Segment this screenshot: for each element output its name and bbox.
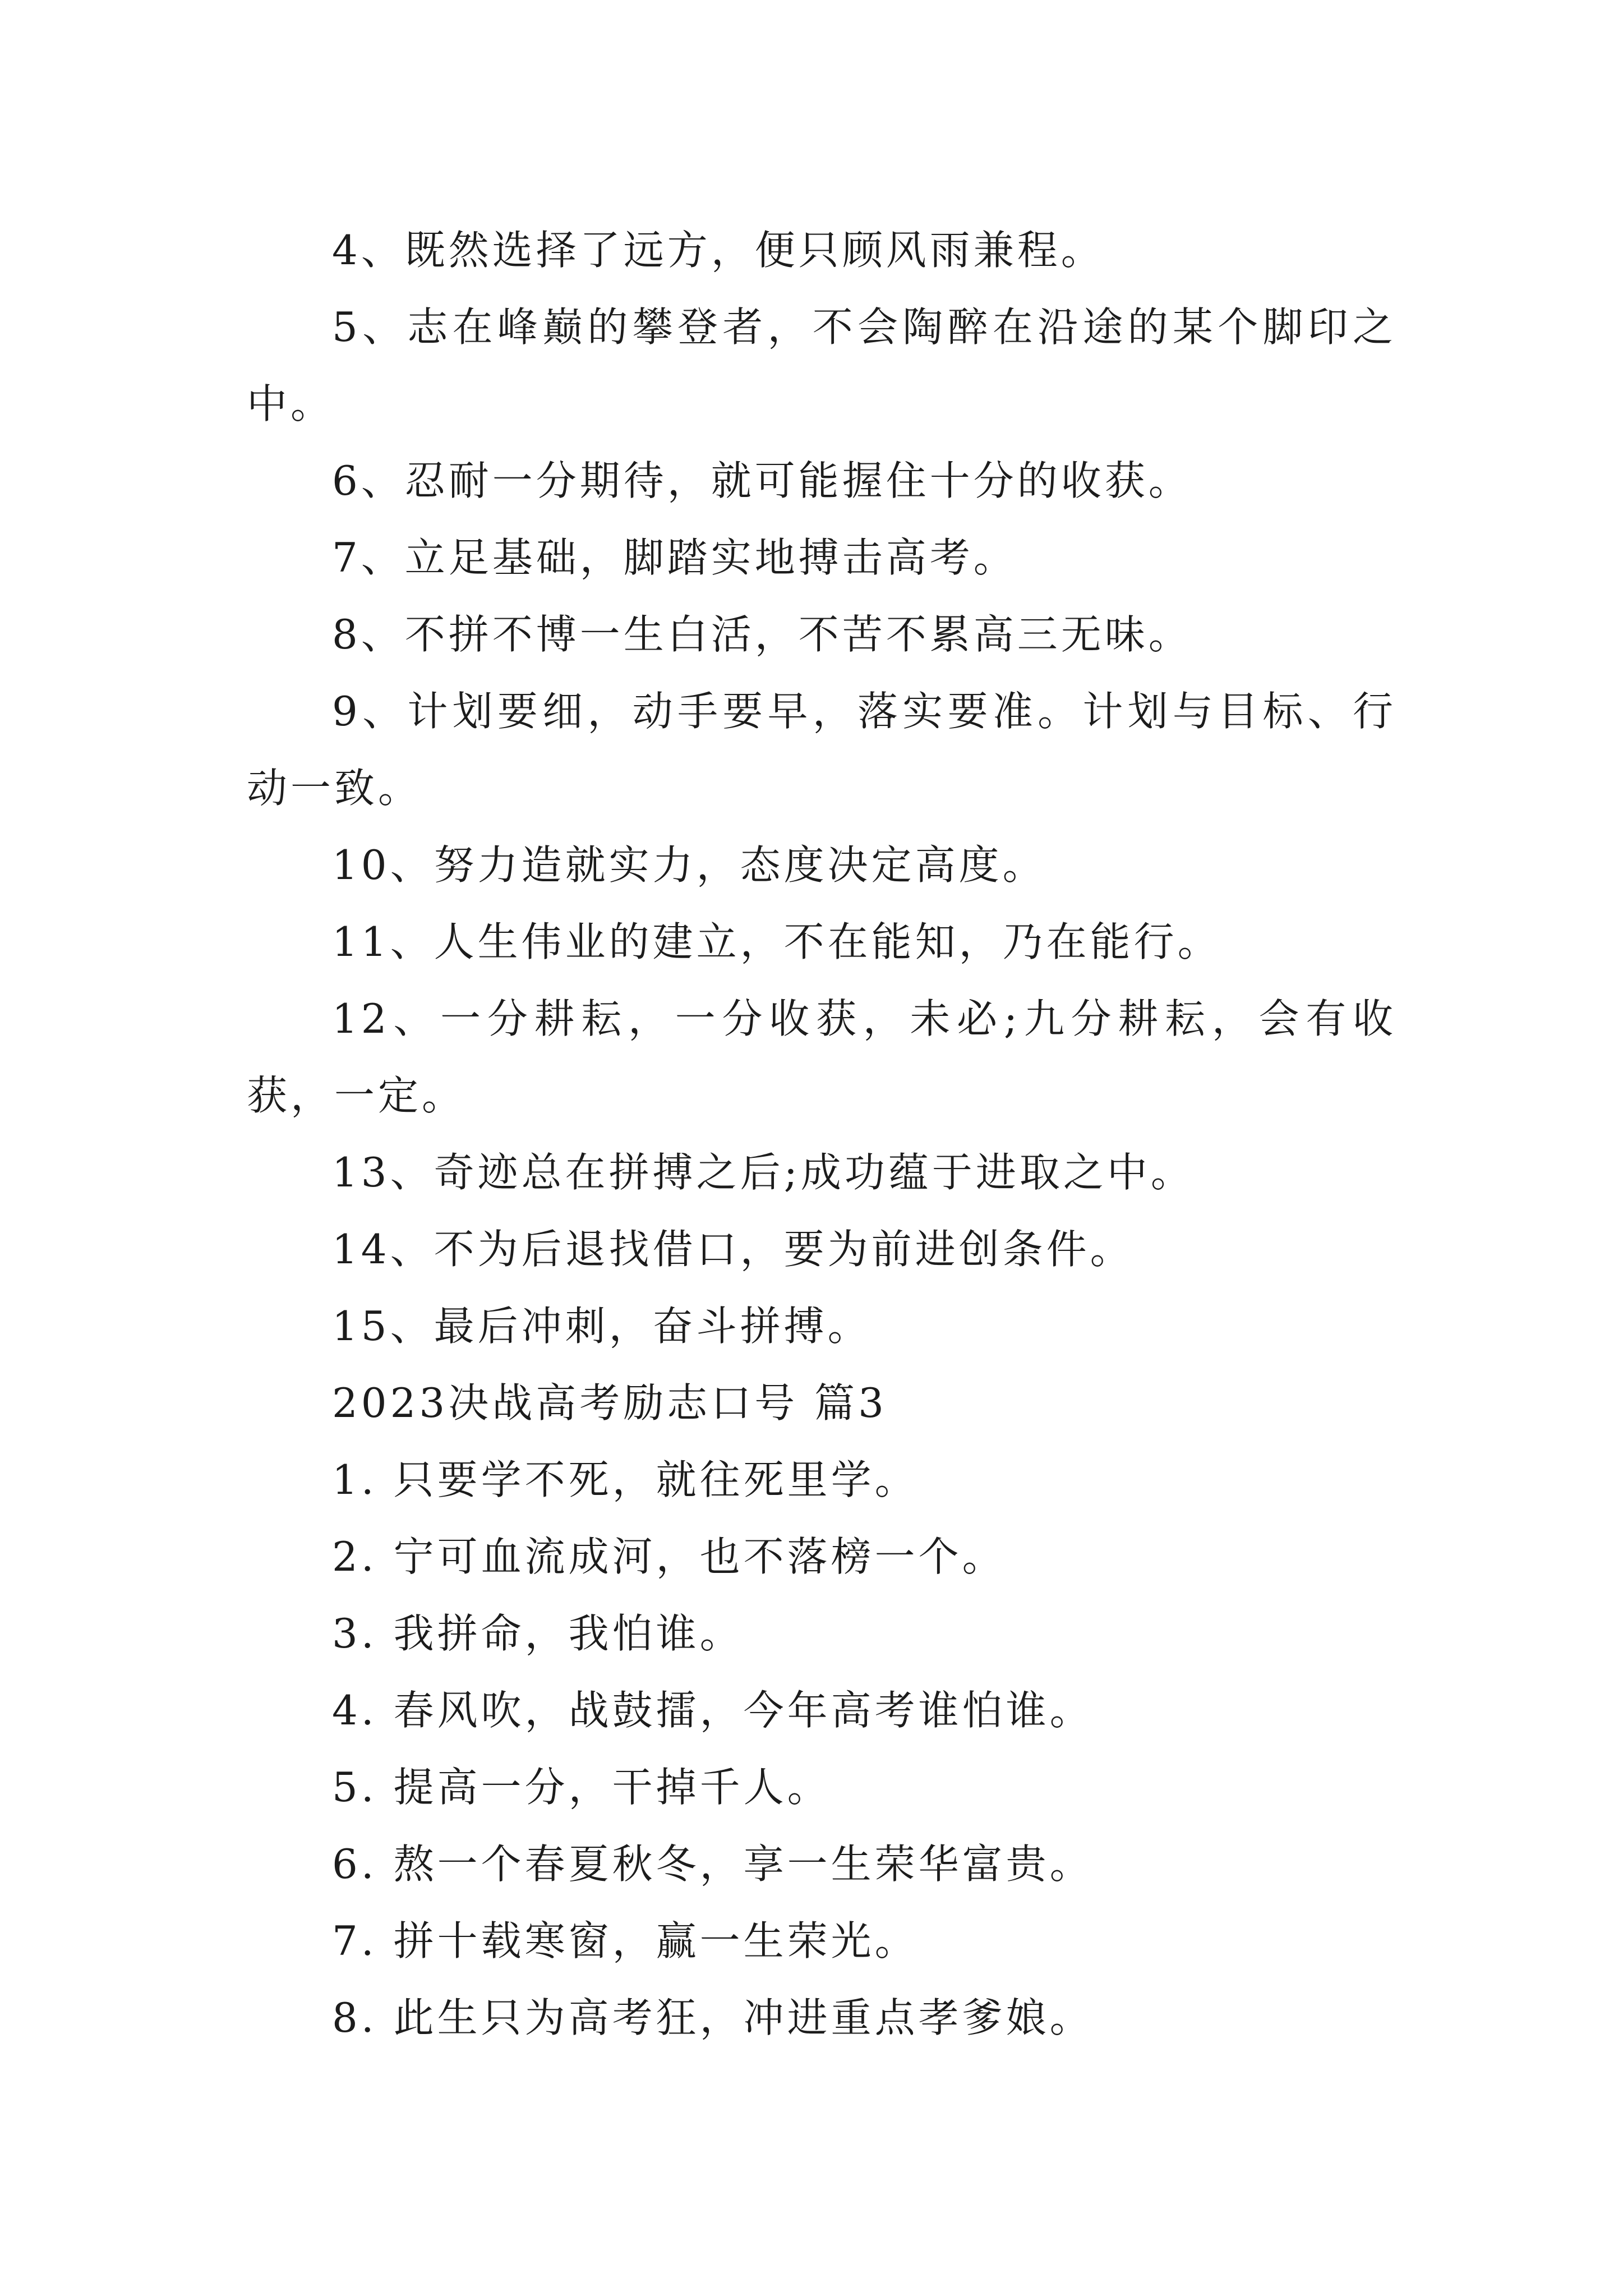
slogan-item-p3-4: 4. 春风吹，战鼓擂，今年高考谁怕谁。 xyxy=(332,1687,1094,1734)
slogan-item-9: 9、计划要细，动手要早，落实要准。计划与目标、行动一致。 xyxy=(247,688,1396,812)
slogan-item-8: 8、不拼不博一生白活，不苦不累高三无味。 xyxy=(332,611,1192,658)
slogan-item-13: 13、奇迹总在拼搏之后;成功蕴于进取之中。 xyxy=(332,1149,1195,1196)
document-body xyxy=(247,212,1396,2056)
slogan-item-p3-5: 5. 提高一分，干掉千人。 xyxy=(332,1764,831,1811)
slogan-item-p3-6: 6. 熬一个春夏秋冬，享一生荣华富贵。 xyxy=(332,1841,1094,1888)
section-heading: 2023决战高考励志口号 篇3 xyxy=(332,1379,887,1427)
slogan-item-p3-7: 7. 拼十载寒窗，赢一生荣光。 xyxy=(332,1917,919,1964)
slogan-item-p3-1: 1. 只要学不死，就往死里学。 xyxy=(332,1456,919,1503)
slogan-item-11: 11、人生伟业的建立，不在能知，乃在能行。 xyxy=(332,918,1221,965)
slogan-item-5: 5、志在峰巅的攀登者，不会陶醉在沿途的某个脚印之中。 xyxy=(247,303,1396,427)
slogan-item-p3-3: 3. 我拼命，我怕谁。 xyxy=(332,1610,744,1657)
slogan-item-p3-8: 8. 此生只为高考狂，冲进重点孝爹娘。 xyxy=(332,1994,1094,2041)
slogan-item-6: 6、忍耐一分期待，就可能握住十分的收获。 xyxy=(332,457,1192,504)
slogan-item-15: 15、最后冲刺，奋斗拼搏。 xyxy=(332,1303,872,1350)
slogan-item-4: 4、既然选择了远方，便只顾风雨兼程。 xyxy=(332,227,1105,274)
slogan-item-10: 10、努力造就实力，态度决定高度。 xyxy=(332,841,1046,889)
slogan-item-14: 14、不为后退找借口，要为前进创条件。 xyxy=(332,1226,1134,1273)
slogan-item-12: 12、一分耕耘，一分收获，未必;九分耕耘，会有收获，一定。 xyxy=(247,995,1396,1119)
slogan-item-7: 7、立足基础，脚踏实地搏击高考。 xyxy=(332,534,1017,581)
slogan-item-p3-2: 2. 宁可血流成河，也不落榜一个。 xyxy=(332,1533,1006,1580)
